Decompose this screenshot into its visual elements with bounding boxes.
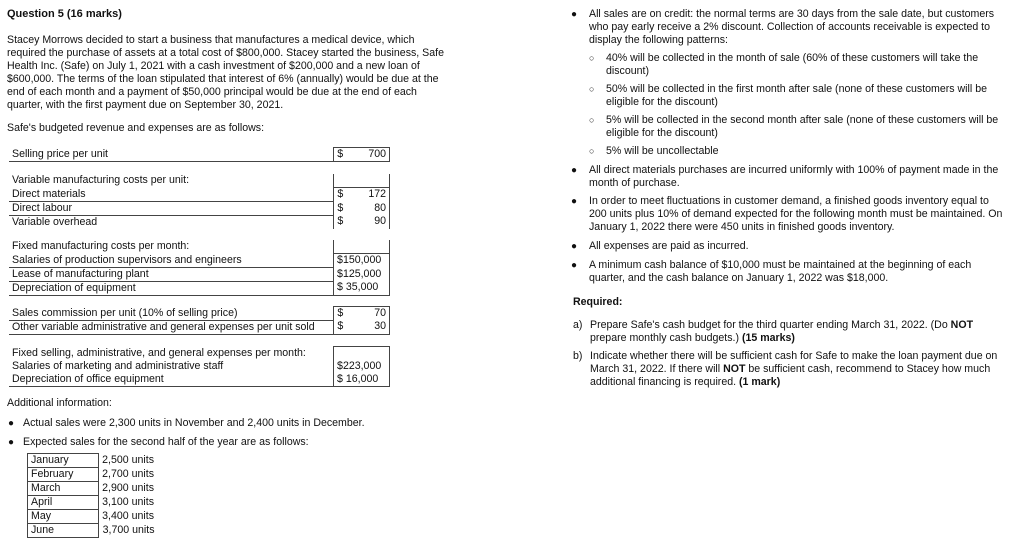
- question-title: Question 5 (16 marks): [7, 8, 122, 20]
- bullet-icon: ●: [8, 418, 15, 429]
- selling-price-label: Selling price per unit: [9, 148, 334, 162]
- supervisors-salaries-label: Salaries of production supervisors and engineers: [9, 254, 334, 268]
- budget-label: Safe's budgeted revenue and expenses are as follows:: [7, 122, 265, 134]
- additional-info-label: Additional information:: [7, 397, 112, 409]
- marketing-salaries-amount: $223,000: [334, 360, 390, 373]
- table-row: May 3,400 units: [28, 510, 158, 524]
- circle-bullet-icon: ○: [589, 53, 595, 63]
- table-row: April 3,100 units: [28, 496, 158, 510]
- direct-materials-label: Direct materials: [9, 188, 334, 202]
- circle-bullet-icon: ○: [589, 146, 595, 156]
- marketing-salaries-label: Salaries of marketing and administrative staff: [12, 360, 224, 372]
- selling-price-table: [9, 147, 390, 162]
- bullet-icon: ●: [571, 9, 578, 20]
- sales-commission-amount: $ 70: [334, 307, 390, 321]
- required-heading: Required:: [573, 296, 623, 308]
- bullet-icon: ●: [571, 260, 578, 271]
- bullet-icon: ●: [8, 437, 15, 448]
- table-row: January 2,500 units: [28, 454, 158, 468]
- direct-labour-amount: $ 80: [334, 201, 390, 215]
- variable-costs-table: [9, 174, 390, 229]
- fixed-costs-header: Fixed manufacturing costs per month:: [12, 240, 190, 253]
- direct-labour-label: Direct labour: [9, 201, 334, 215]
- plant-lease-label: Lease of manufacturing plant: [9, 267, 334, 281]
- variable-costs-header: Variable manufacturing costs per unit:: [12, 174, 190, 187]
- sales-commission-label: Sales commission per unit (10% of selling price): [9, 307, 334, 321]
- expected-sales-table: [27, 453, 158, 538]
- bullet-icon: ●: [571, 196, 578, 207]
- circle-bullet-icon: ○: [589, 84, 595, 94]
- bullet-icon: ●: [571, 241, 578, 252]
- equipment-depreciation-amount: $ 35,000: [334, 281, 390, 295]
- table-row: March 2,900 units: [28, 482, 158, 496]
- table-row: June 3,700 units: [28, 524, 158, 538]
- question-intro: Stacey Morrows decided to start a business that manufactures a medical device, which required the purchase of assets at a total cost of $800,000. Stacey started the business, Safe Health Inc. (Safe) on July 1, 2021 with a cash investment of $200,000 and a new loan of $600,000. The terms of the loan stipulated that interest of 6% (annually) would be due at the end of each month and a payment of $50,000 principal would be due at the end of each quarter, with the first payment due on September 30, 2021.: [7, 34, 444, 111]
- fixed-costs-table: [9, 240, 390, 296]
- equipment-depreciation-label: Depreciation of equipment: [9, 281, 334, 295]
- other-variable-admin-label: Other variable administrative and general expenses per unit sold: [9, 320, 334, 334]
- supervisors-salaries-amount: $150,000: [334, 254, 390, 268]
- selling-price-amount: $ 700: [334, 148, 390, 162]
- office-depreciation-amount: $ 16,000: [334, 373, 390, 387]
- fixed-sga-header: Fixed selling, administrative, and general expenses per month:: [12, 346, 306, 359]
- commission-table: [9, 306, 390, 335]
- table-row: February 2,700 units: [28, 468, 158, 482]
- direct-materials-amount: $ 172: [334, 188, 390, 202]
- variable-overhead-label: Variable overhead: [12, 215, 98, 228]
- plant-lease-amount: $125,000: [334, 267, 390, 281]
- variable-overhead-amount: $ 90: [334, 215, 390, 229]
- bullet-icon: ●: [571, 165, 578, 176]
- circle-bullet-icon: ○: [589, 115, 595, 125]
- fixed-sga-table: [9, 346, 390, 387]
- office-depreciation-label: Depreciation of office equipment: [9, 373, 334, 387]
- other-variable-admin-amount: $ 30: [334, 320, 390, 334]
